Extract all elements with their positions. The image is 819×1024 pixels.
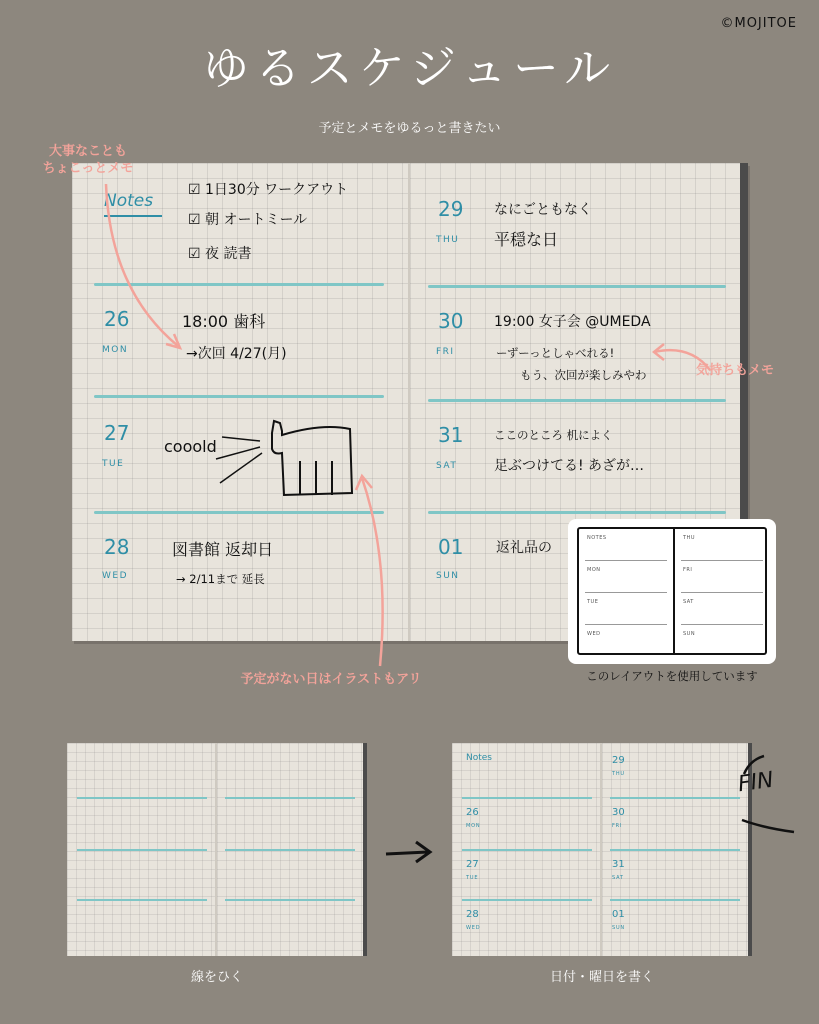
callout-illustration: 予定がない日はイラストもアリ [240, 672, 422, 687]
entry-text: なにごともなく [494, 202, 592, 218]
credit: ©MOJITOE [720, 16, 797, 31]
inset-label: WED [587, 631, 601, 637]
callout-arrow-feelings [650, 340, 720, 380]
divider-line [428, 399, 726, 402]
notes-label: Notes [104, 191, 154, 211]
mini-day-of-week: TUE [466, 875, 479, 881]
layout-inset [568, 519, 776, 664]
fin-mark: FIN [736, 767, 776, 798]
entry-text: 図書館 返却日 [172, 540, 274, 559]
entry-text: →次回 4/27(月) [186, 346, 287, 362]
inset-label: THU [683, 535, 695, 541]
entry-text: ここのところ 机によく [494, 428, 613, 442]
day-of-week: SUN [436, 571, 460, 581]
subtitle: 予定とメモをゆるっと書きたい [318, 121, 501, 136]
entry-text: 19:00 女子会 @UMEDA [494, 314, 651, 330]
mini-day-number: 31 [612, 859, 625, 870]
mini-day-number: 30 [612, 807, 625, 818]
layout-diagram [577, 527, 767, 655]
mini-day-of-week: THU [612, 771, 625, 777]
inset-label: SUN [683, 631, 696, 637]
entry-text: → 2/11まで 延長 [176, 572, 265, 586]
divider-line [428, 511, 726, 514]
mini-day-of-week: MON [466, 823, 481, 829]
inset-label: FRI [683, 567, 693, 573]
mini-day-number: 28 [466, 909, 479, 920]
inset-label: NOTES [587, 535, 607, 541]
inset-label: TUE [587, 599, 599, 605]
mini-day-number: 27 [466, 859, 479, 870]
divider-line [94, 395, 384, 398]
day-of-week: FRI [436, 347, 455, 357]
entry-text: ーずーっとしゃべれる! [496, 346, 615, 360]
inset-caption: このレイアウトを使用しています [586, 669, 758, 683]
step1-caption: 線をひく [190, 970, 243, 985]
mini-notes-label: Notes [466, 753, 492, 763]
entry-text: 足ぶつけてる! あざが… [494, 458, 645, 474]
inset-label: MON [587, 567, 601, 573]
day-number: 28 [104, 535, 130, 559]
mini-day-number: 26 [466, 807, 479, 818]
step1-right-page [217, 743, 363, 956]
callout-feelings: 気持ちもメモ [695, 363, 774, 378]
step2-caption: 日付・曜日を書く [549, 970, 654, 985]
day-number: 30 [438, 309, 464, 333]
day-number: 27 [104, 421, 130, 445]
mini-day-of-week: FRI [612, 823, 623, 829]
entry-text: cooold [164, 437, 217, 456]
mini-day-number: 01 [612, 909, 625, 920]
day-of-week: TUE [102, 459, 125, 469]
day-number: 01 [438, 535, 464, 559]
page-title: ゆるスケジュール [202, 41, 617, 95]
day-of-week: WED [102, 571, 129, 581]
divider-line [94, 511, 384, 514]
notes-item: ☑ 夜 読書 [188, 246, 252, 262]
polar-bear-illustration [212, 413, 372, 503]
step2-left-page [452, 743, 600, 956]
mini-day-of-week: WED [466, 925, 481, 931]
day-of-week: SAT [436, 461, 458, 471]
callout-arrow-illustration [350, 470, 400, 670]
inset-label: SAT [683, 599, 694, 605]
divider-line [428, 285, 726, 288]
mini-day-of-week: SUN [612, 925, 625, 931]
day-number: 29 [438, 197, 464, 221]
step1-left-page [67, 743, 215, 956]
notes-item: ☑ 1日30分 ワークアウト [188, 182, 349, 198]
day-number: 26 [104, 307, 130, 331]
arrow-right-icon [384, 838, 434, 868]
mini-day-of-week: SAT [612, 875, 624, 881]
callout-important: 大事なことも ちょこっとメモ [42, 144, 134, 176]
day-of-week: MON [102, 345, 129, 355]
day-of-week: THU [436, 235, 460, 245]
fin-strokes [734, 748, 804, 838]
callout-arrow-important [100, 180, 190, 355]
step2-right-page [602, 743, 748, 956]
entry-text: 18:00 歯科 [182, 312, 266, 331]
mini-day-number: 29 [612, 755, 625, 766]
entry-text: 平穏な日 [494, 230, 559, 249]
day-number: 31 [438, 423, 464, 447]
notes-item: ☑ 朝 オートミール [188, 212, 308, 228]
entry-text: 返礼品の [496, 540, 552, 556]
entry-text: もう、次回が楽しみやわ [520, 368, 647, 382]
